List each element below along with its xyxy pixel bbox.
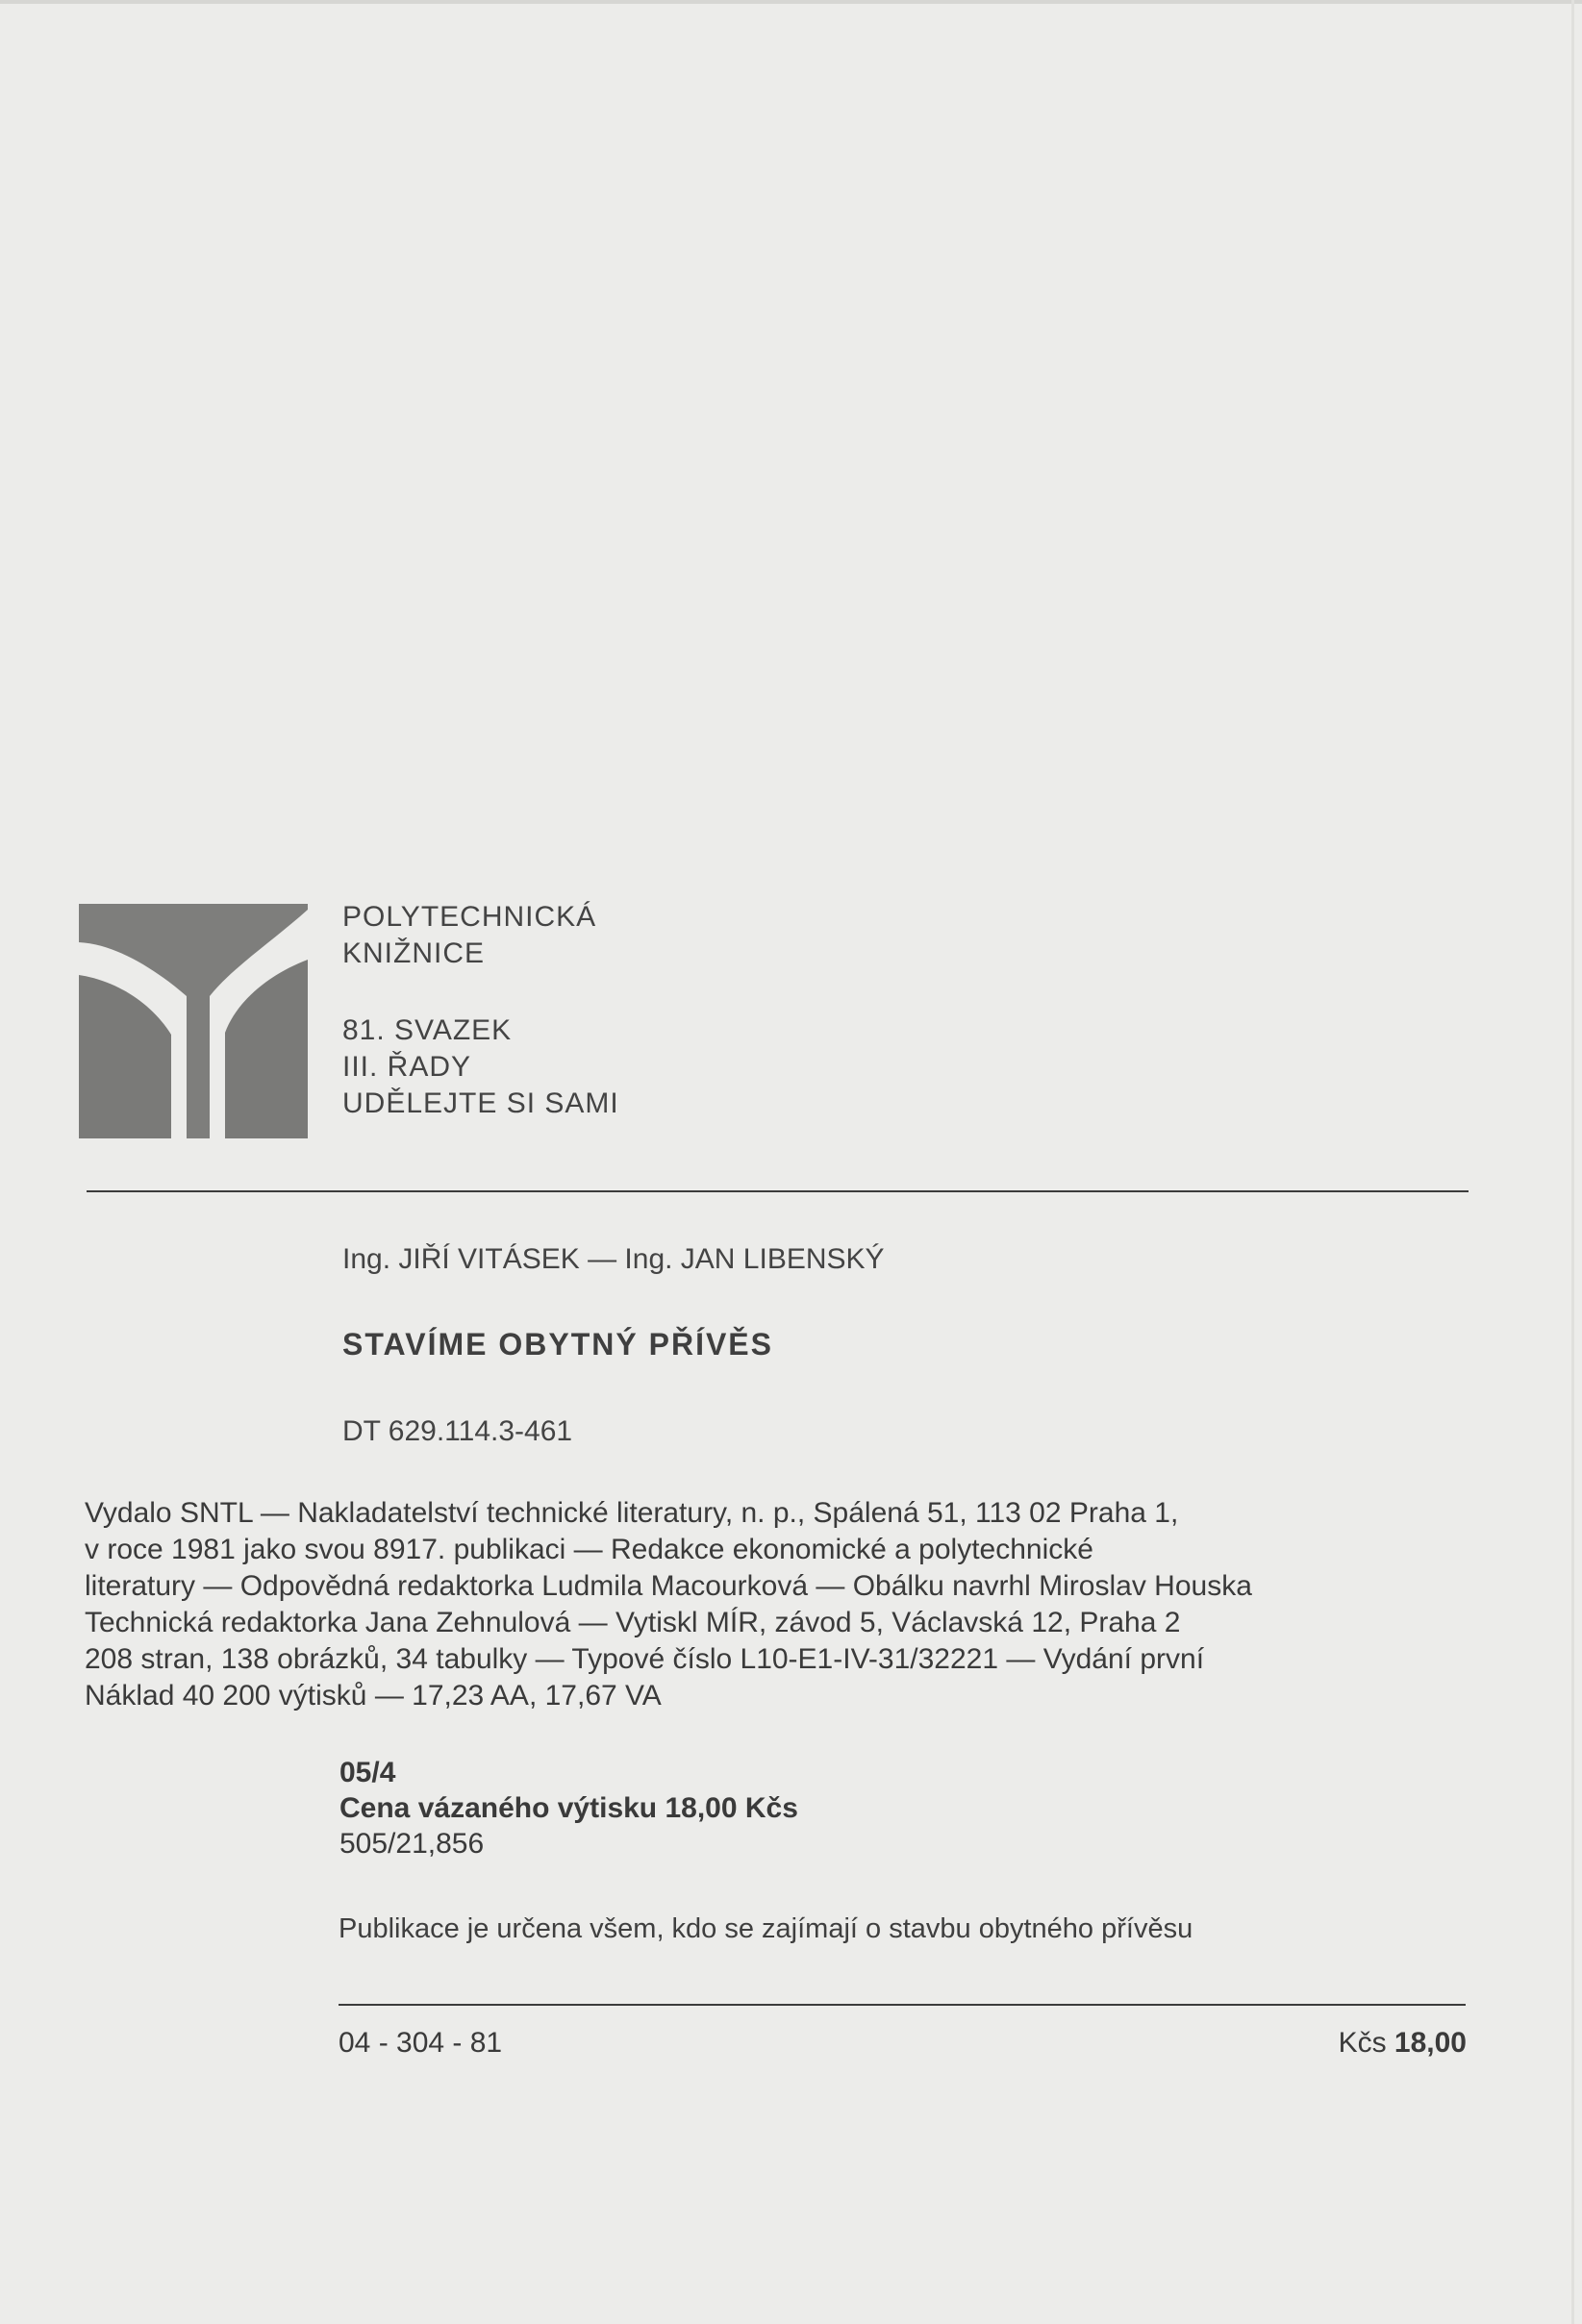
series-logo-icon bbox=[79, 904, 308, 1138]
imprint-line: v roce 1981 jako svou 8917. publikaci — Redakce ekonomické a polytechnické bbox=[85, 1534, 1093, 1565]
audience-note: Publikace je určena všem, kdo se zajímají o stavbu obytného přívěsu bbox=[339, 1913, 1193, 1944]
authors: Ing. JIŘÍ VITÁSEK — Ing. JAN LIBENSKÝ bbox=[342, 1243, 885, 1275]
footer-amount: 18,00 bbox=[1394, 2027, 1467, 2059]
imprint-line: Náklad 40 200 výtisků — 17,23 AA, 17,67 VA bbox=[85, 1680, 662, 1712]
price-code: 05/4 bbox=[339, 1757, 396, 1788]
series-info bbox=[342, 899, 619, 1122]
price-text: Cena vázaného výtisku 18,00 Kčs bbox=[339, 1792, 798, 1824]
imprint-line: Technická redaktorka Jana Zehnulová — Vytiskl MÍR, závod 5, Václavská 12, Praha 2 bbox=[85, 1607, 1181, 1638]
page-edge bbox=[0, 0, 1582, 4]
series-subseries: UDĚLEJTE SI SAMI bbox=[342, 1087, 619, 1119]
divider-bottom bbox=[339, 2004, 1466, 2006]
imprint-block bbox=[85, 1495, 1252, 1714]
divider-top bbox=[87, 1190, 1469, 1192]
series-name-line2: KNIŽNICE bbox=[342, 937, 486, 969]
price-number: 505/21,856 bbox=[339, 1828, 485, 1860]
price-block bbox=[339, 1755, 798, 1862]
series-row: III. ŘADY bbox=[342, 1051, 472, 1083]
footer-price bbox=[1339, 2027, 1467, 2060]
imprint-line: Vydalo SNTL — Nakladatelství technické literatury, n. p., Spálená 51, 113 02 Praha 1, bbox=[85, 1497, 1179, 1529]
imprint-line: literatury — Odpovědná redaktorka Ludmila Macourková — Obálku navrhl Miroslav Houska bbox=[85, 1570, 1252, 1602]
footer-currency: Kčs bbox=[1338, 2027, 1387, 2059]
book-title: STAVÍME OBYTNÝ PŘÍVĚS bbox=[342, 1327, 773, 1362]
series-name-line1: POLYTECHNICKÁ bbox=[342, 901, 597, 933]
dt-classification: DT 629.114.3-461 bbox=[342, 1415, 573, 1447]
series-volume: 81. SVAZEK bbox=[342, 1014, 513, 1046]
page-edge-right bbox=[1571, 0, 1574, 2324]
catalog-code: 04 - 304 - 81 bbox=[339, 2027, 503, 2059]
imprint-line: 208 stran, 138 obrázků, 34 tabulky — Typové číslo L10-E1-IV-31/32221 — Vydání první bbox=[85, 1643, 1205, 1675]
